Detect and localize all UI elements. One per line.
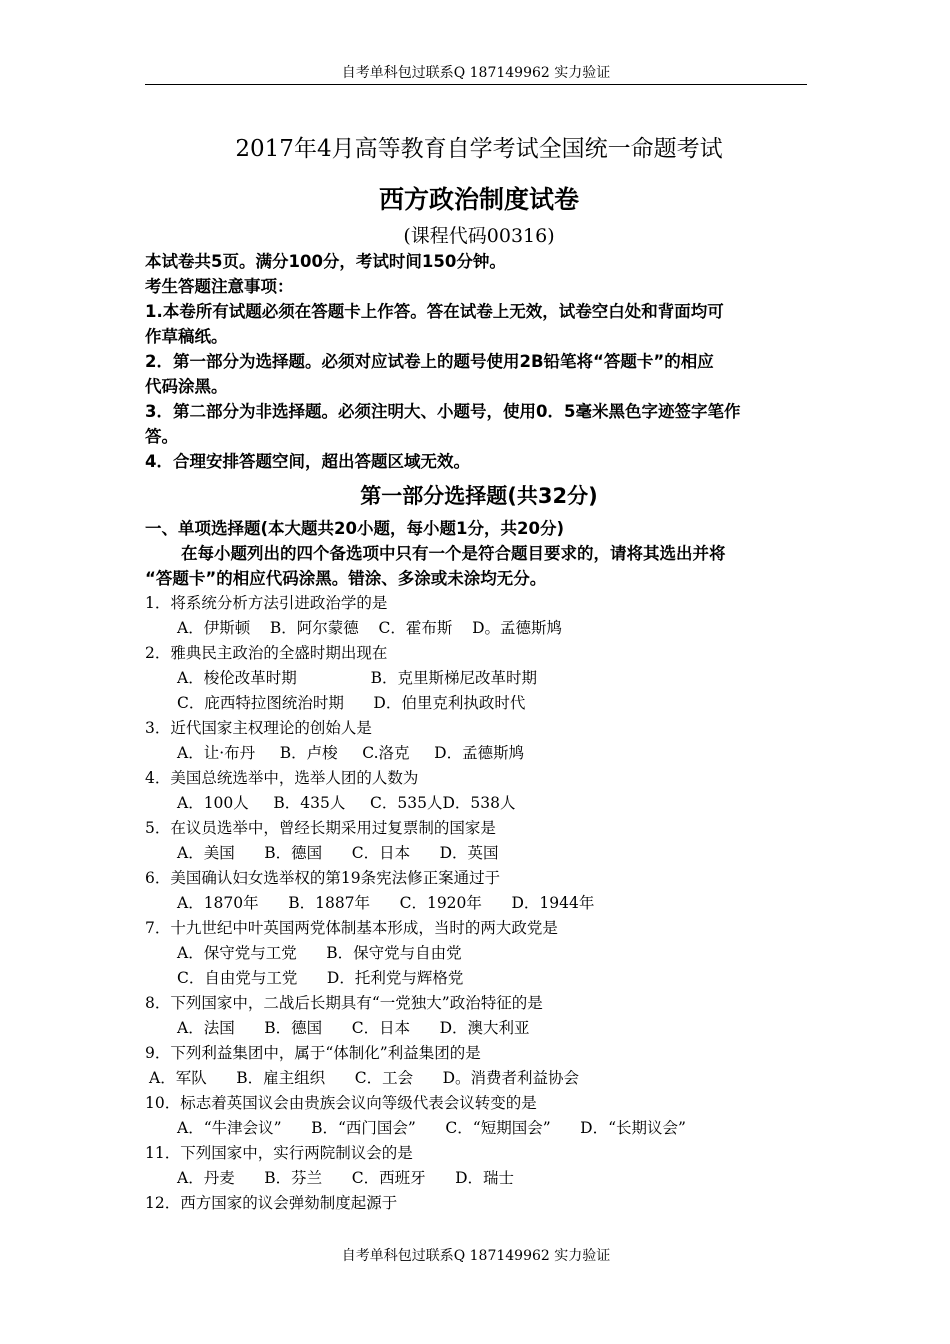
paper-title: 西方政治制度试卷	[378, 185, 579, 214]
course-code: (课程代码00316)	[403, 225, 555, 247]
question-options: A．1870年 B．1887年 C．1920年 D．1944年	[177, 894, 595, 912]
question-stem: 2．雅典民主政治的全盛时期出现在	[145, 644, 388, 662]
part-one-title: 第一部分选择题(共32分)	[360, 484, 598, 508]
question-options: A．“牛津会议” B．“西门国会” C．“短期国会” D．“长期议会”	[177, 1119, 686, 1137]
question-stem: 6．美国确认妇女选举权的第19条宪法修正案通过于	[145, 869, 501, 887]
question-options: A．让·布丹 B．卢梭 C.洛克 D．孟德斯鸠	[177, 744, 525, 762]
question-stem: 11．下列国家中，实行两院制议会的是	[145, 1144, 413, 1162]
section-instruction: 在每小题列出的四个备选项中只有一个是符合题目要求的，请将其选出并将	[181, 544, 726, 563]
notice-line: 4．合理安排答题空间，超出答题区域无效。	[145, 452, 470, 471]
question-options: A．保守党与工党 B．保守党与自由党	[177, 944, 462, 962]
question-options: A．法国 B．德国 C．日本 D．澳大利亚	[177, 1019, 530, 1037]
notice-line: 3．第二部分为非选择题。必须注明大、小题号，使用0．5毫米黑色字迹签字笔作	[145, 402, 741, 421]
question-stem: 3．近代国家主权理论的创始人是	[145, 719, 372, 737]
question-stem: 1．将系统分析方法引进政治学的是	[145, 594, 388, 612]
page-footer: 自考单科包过联系Q 187149962 实力验证	[341, 1248, 611, 1264]
header-divider	[145, 84, 807, 85]
notice-line: 答。	[145, 427, 178, 446]
question-options: A．军队 B．雇主组织 C．工会 D。消费者利益协会	[149, 1069, 580, 1087]
notice-line: 2．第一部分为选择题。必须对应试卷上的题号使用2B铅笔将“答题卡”的相应	[145, 352, 714, 371]
question-stem: 10．标志着英国议会由贵族会议向等级代表会议转变的是	[145, 1094, 537, 1112]
notice-line: 考生答题注意事项：	[145, 277, 294, 296]
question-stem: 8．下列国家中，二战后长期具有“一党独大”政治特征的是	[145, 994, 543, 1012]
document-body	[145, 133, 813, 1216]
page-header: 自考单科包过联系Q 187149962 实力验证	[341, 65, 611, 81]
notice-line: 代码涂黑。	[145, 377, 228, 396]
question-options: A．美国 B．德国 C．日本 D．英国	[177, 844, 499, 862]
exam-title: 2017年4月高等教育自学考试全国统一命题考试	[235, 136, 723, 162]
question-options: A．梭伦改革时期 B．克里斯梯尼改革时期	[177, 669, 537, 687]
question-stem: 7．十九世纪中叶英国两党体制基本形成，当时的两大政党是	[145, 919, 558, 937]
question-stem: 9．下列利益集团中，属于“体制化”利益集团的是	[145, 1044, 481, 1062]
notice-line: 作草稿纸。	[145, 327, 228, 346]
question-stem: 12．西方国家的议会弹劾制度起源于	[145, 1194, 398, 1212]
notice-line: 本试卷共5页。满分100分，考试时间150分钟。	[145, 252, 506, 271]
question-options: C．庇西特拉图统治时期 D．伯里克利执政时代	[177, 694, 526, 712]
question-stem: 5．在议员选举中，曾经长期采用过复票制的国家是	[145, 819, 496, 837]
question-options: A．丹麦 B．芬兰 C．西班牙 D．瑞士	[177, 1169, 515, 1187]
section-instruction: “答题卡”的相应代码涂黑。错涂、多涂或未涂均无分。	[145, 569, 547, 588]
question-options: A．100人 B．435人 C．535人D．538人	[177, 794, 516, 812]
question-options: C．自由党与工党 D．托利党与辉格党	[177, 969, 464, 987]
exam-notice	[145, 249, 813, 474]
section-heading: 一、单项选择题(本大题共20小题，每小题1分，共20分)	[145, 519, 564, 538]
notice-line: 1.本卷所有试题必须在答题卡上作答。答在试卷上无效，试卷空白处和背面均可	[145, 302, 724, 321]
question-list	[145, 591, 813, 1216]
question-options: A．伊斯顿 B．阿尔蒙德 C．霍布斯 D。孟德斯鸠	[177, 619, 562, 637]
question-stem: 4．美国总统选举中，选举人团的人数为	[145, 769, 419, 787]
